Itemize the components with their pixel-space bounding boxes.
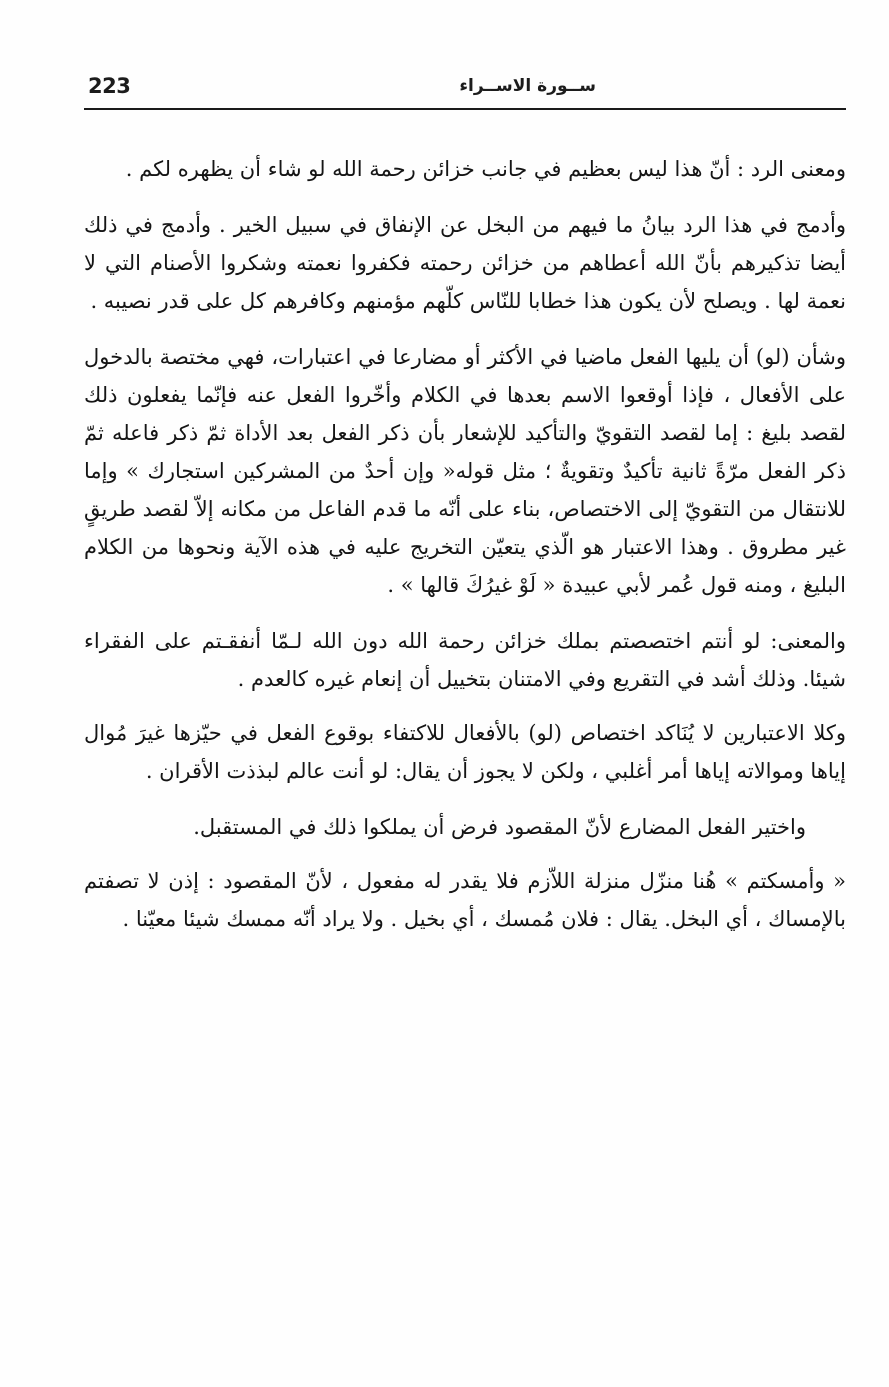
paragraph-2: وأدمج في هذا الرد بيانُ ما فيهم من البخل عن الإنفاق في سبيل الخير . وأدمج في ذلك أيضا تذكيرهم بأنّ الله أعطاهم من خزائن رحمته فكفروا نعمته وشكروا الأصنام التي لا نعمة لها . ويصلح لأن يكون هذا خطابا للنّاس كلّهم مؤمنهم وكافرهم كل على قدر نصيبه . — [84, 213, 846, 313]
running-title: ســورة الاســراء — [459, 76, 596, 96]
paragraph-4: والمعنى: لو أنتم اختصصتم بملك خزائن رحمة الله دون الله لـمّا أنفقـتم على الفقراء شيئا. وذلك أشد في التقريع وفي الامتنان بتخييل أن إنعام غيره كالعدم . — [84, 629, 846, 691]
paragraph-5: وكلا الاعتبارين لا يُنَاكد اختصاص (لو) بالأفعال للاكتفاء بوقوع الفعل في حيّزها غيرَ مُوال إياها وموالاته إياها أمر أغلبي ، ولكن لا يجوز أن يقال: لو أنت عالم لبذذت الأقران . — [84, 721, 846, 783]
paragraph-7: « وأمسكتم » هُنا منزّل منزلة اللاّزم فلا يقدر له مفعول ، لأنّ المقصود : إذن لا تصفتم بالإمساك ، أي البخل. يقال : فلان مُمسك ، أي بخيل . ولا يراد أنّه ممسك شيئا معيّنا . — [84, 869, 846, 931]
paragraph-6: واختير الفعل المضارع لأنّ المقصود فرض أن يملكوا ذلك في المستقبل. — [193, 815, 806, 839]
page-header — [84, 70, 846, 106]
body-text — [84, 150, 846, 938]
paragraph-3: وشأن (لو) أن يليها الفعل ماضيا في الأكثر أو مضارعا في اعتبارات، فهي مختصة بالدخول على الأفعال ، فإذا أوقعوا الاسم بعدها في الكلام وأخّروا الفعل عنه فإنّما يفعلون ذلك لقصد بليغ : إما لقصد التقويّ والتأكيد للإشعار بأن ذكر الفعل بعد الأداة ثمّ ذكر فاعله ثمّ ذكر الفعل مرّةً ثانية تأكيدٌ وتقويةٌ ؛ مثل قوله« وإن أحدٌ من المشركين استجارك » وإما للانتقال من التقويّ إلى الاختصاص، بناء على أنّه ما قدم الفاعل من مكانه إلاّ لقصد طريقٍ غير مطروق . وهذا الاعتبار هو الّذي يتعيّن التخريج عليه في هذه الآية ونحوها من الكلام البليغ ، ومنه قول عُمر لأبي عبيدة « لَوْ غيرُكَ قالها » . — [84, 345, 846, 597]
header-divider — [84, 108, 846, 110]
paragraph-1: ومعنى الرد : أنّ هذا ليس بعظيم في جانب خزائن رحمة الله لو شاء أن يظهره لكم . — [125, 157, 846, 181]
page-number: 223 — [88, 74, 131, 98]
